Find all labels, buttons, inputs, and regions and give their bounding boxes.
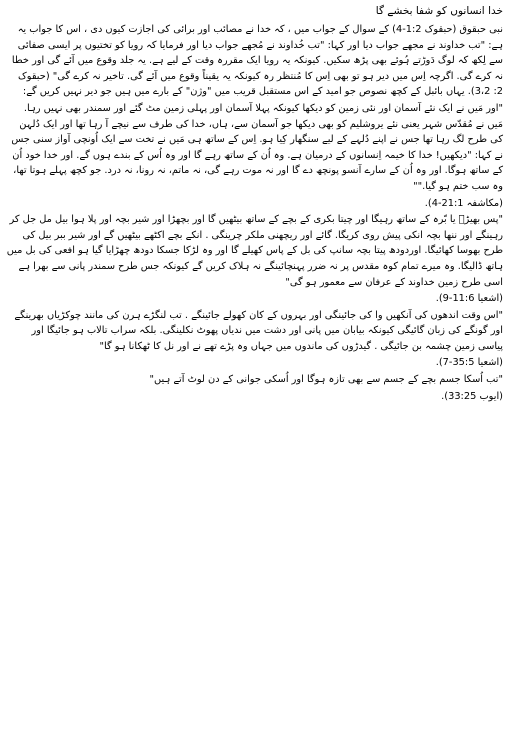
reference-isaiah-35: (اشعیا 35:5-7). <box>435 357 503 369</box>
document-title: خدا انسانوں کو شفا بخشے گا <box>375 5 503 17</box>
paragraph-isaiah-35: "اس وقت اندھوں کی آنکھیں وا کی جائینگی اور بہروں کے کان کھولے جائینگے . تب لنگڑے ہرن کی مانند چوکڑیاں بھرینگے اور گونگے کی زبان گائیگی کیونکہ بیابان میں پانی اور دشت میں ندیاں پھوٹ نکلینگی. بلکہ سراب تالاب ہو جائیگا اور پیاسی زمین چشمہ بن جائیگی . گیدڑوں کی ماندوں میں جہاں وہ پڑے تھے نے اور نل کا ٹھکانا ہو گا" <box>14 309 503 352</box>
paragraph-job-33: "تب اُسکا جسم بچے کے جسم سے بھی تازہ ہوگا اور اُسکی جوانی کے دن لوٹ آتے ہیں" <box>149 374 503 386</box>
reference-isaiah-11: (اشعیا 11:6-9). <box>435 293 503 305</box>
reference-job-33: (ایوب 33:25). <box>441 390 503 402</box>
reference-revelation: (مکاشفہ 21:1-4). <box>424 197 503 209</box>
paragraph-isaiah-11: "پس بھیڑؔ یا بّرہ کے ساتھ رہیگا اور چیتا بکری کے بچے کے ساتھ بیٹھیں گا اور بچھڑا اور شیر بچہ اور پلا ہوا بیل مل جل کر رہینگے اور ننھا بچہ انکی پیش روی کریگا. گائے اور ریچھنی ملکر چرینگی . انکے بچے اکٹھے بیٹھیں گے اور شیر ببر بیل کی طرح بھوسا کھائیگا. اوردودھ پیتا بچہ سانپ کی بل کے پاس کھیلے گا اور وہ لڑکا جسکا دودھ چھڑایا گیا ہو افعی کی بل میں ہاتھ ڈالیگا. وہ میرے تمام کوہ مقدس پر نہ ضرر پہنچائینگے نہ ہلاک کریں گے کیونکہ جس طرح سمندر پانی سے بھرا ہے اسی طرح زمین خداوند کے عرفان سے معمور ہو گی" <box>6 214 503 288</box>
paragraph-revelation: "اور مَیں نے ایک نئے آسمان اور نئی زمین کو دیکھا کیونکہ پہلا آسمان اور پہلی زمین مٹ گئے اور سمندر بھی نہیں رہا. مَیں نے مُقدّس شہر یعنی نئے یروشلیم کو بھی دیکھا جو آسمان سے، ہاں، خدا کی طرف سے نیچے آ رہا تھا اور ایک دُلہن کی طرح لگ رہا تھا جس نے اپنے دُلہے کے لیے سنگھار کِیا ہو. اِس کے ساتھ ہی مَیں نے تخت سے ایک اُونچی آواز سنی جس نے کہا: "دیکھیں! خدا کا خیمہ اِنسانوں کے درمیان ہے. وہ اُن کے ساتھ رہے گا اور وہ اُس کے بندے ہوں گے. اور خدا خود اُن کے ساتھ ہوگا. اور وہ اُن کے سارے آنسو پونچھ دے گا اور نہ موت رہے گی، نہ ماتم، نہ رونا، نہ درد. جو کچھ پہلے ہوتا تھا، وہ سب ختم ہو گیا."" <box>11 102 503 192</box>
paragraph-intro: نبی حبقوق (حبقوک 1:2-4) کے سوال کے جواب میں ، کہ خدا نے مصائب اور برائی کی اجازت کیوں دی ، اس کا جواب یہ ہے: "تب خداوند نے مجھے جواب دیا اور کہا: "تب خُداوند نے مُجھے جواب دیا اور فرمایا کہ رویا کو تختیوں پر ایسی صفائی سے لِکھ کہ لوگ دَوڑتے ہُوئے بھی پڑھ سکیں. کیونکہ یہ رویا ایک مقررہ وقت کے لیے ہے. یہ جلد وقوع میں آئے گی اور خطا نہ کرے گی. اگرچہ اِس میں دیر ہو تو بھی اِس کا مُنتظر رہ کیونکہ یہ یقیناً وقوع میں آئے گی. تاخیر نہ کرے گی" (حبقوک 2: 3،2). یہاں بائبل کے کچھ نصوص جو امید کے اس مستقبل قریب میں "وژن" کے بارے میں ہیں جو دیر نہیں کریں گے: <box>11 24 503 98</box>
